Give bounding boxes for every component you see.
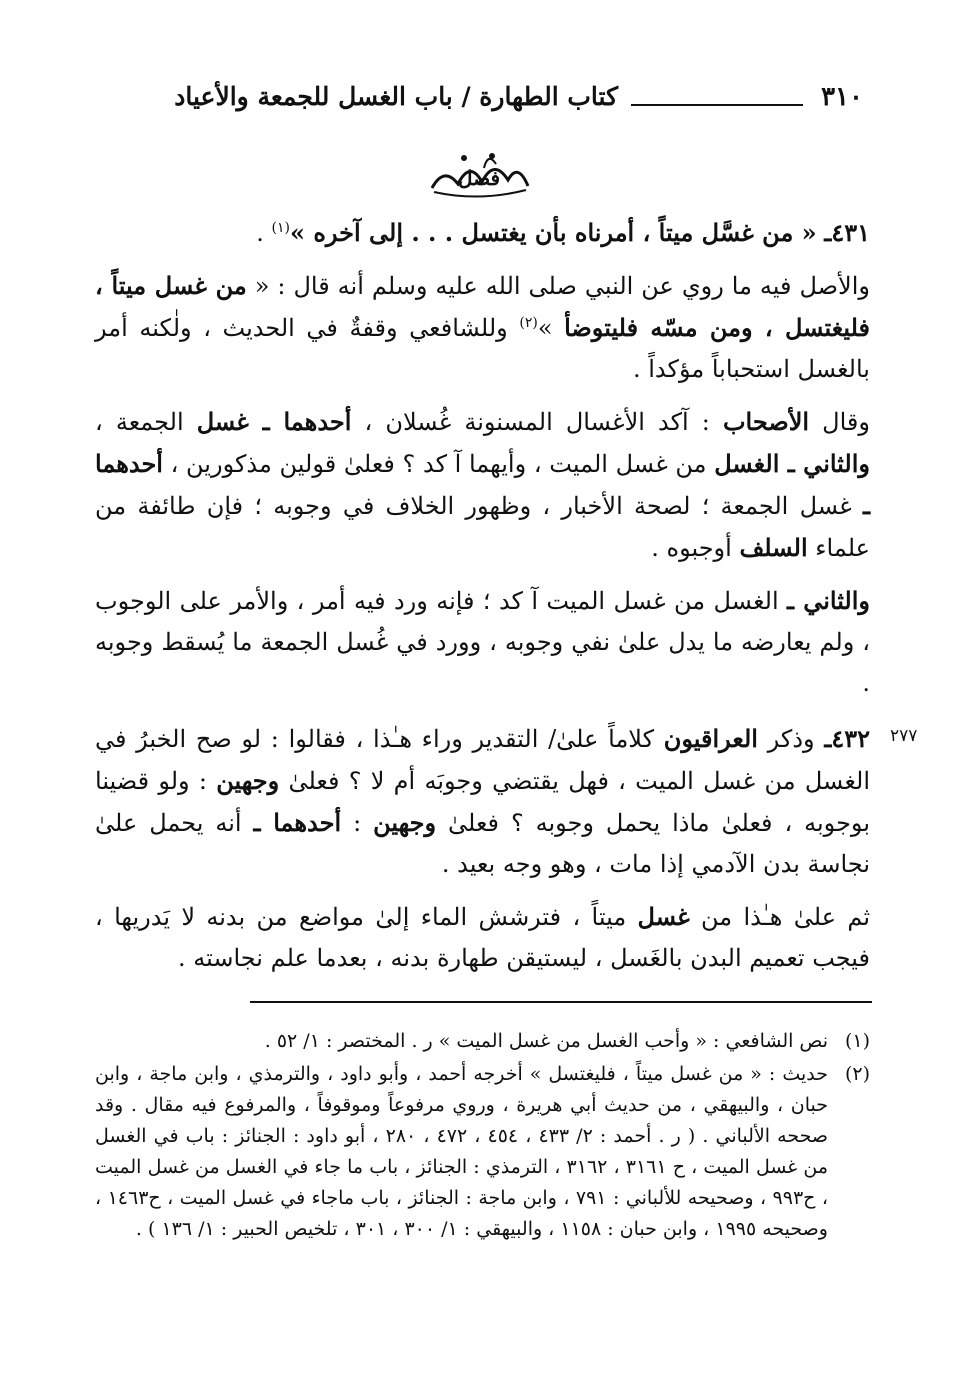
text-run: أوجبوه . bbox=[651, 534, 740, 562]
bold-term: الأصحاب bbox=[722, 407, 810, 436]
bold-term: أحدهما ـ bbox=[95, 449, 870, 520]
footnote-2 bbox=[95, 1059, 870, 1245]
text-run: وللشافعي وقفةٌ في الحديث ، ولٰكنه أمر بالغسل استحباباً مؤكداً . bbox=[95, 314, 870, 383]
text-run: كلاماً علىٰ/ التقدير وراء هـٰذا ، فقالوا : لو صح الخبرُ في الغسل من غسل الميت ، فهل يقتضي وجوبَه أم لا ؟ فعلىٰ bbox=[95, 725, 870, 795]
footnote-ref: (١) bbox=[271, 220, 290, 236]
bold-term: السلف bbox=[739, 533, 808, 562]
fasl-calligraphy bbox=[424, 148, 534, 204]
bold-term: أحدهما ـ bbox=[253, 808, 342, 837]
footnote-text: نص الشافعي : « وأحب الغسل من غسل الميت » ر . المختصر : ١/ ٥٢ . bbox=[264, 1030, 828, 1052]
text-run: أنه يحمل علىٰ نجاسة بدن الآدمي إذا مات ، وهو وجه بعيد . bbox=[95, 809, 870, 878]
text-run: ميتاً ، فترشش الماء إلىٰ مواضع من بدنه لا يَدريها ، فيجب تعميم البدن بالغَسل ، ليستيقن طهارة بدنه ، بعدما علم نجاسته . bbox=[95, 903, 870, 972]
footnote-number: (١) bbox=[844, 1030, 870, 1052]
text-run: وذكر bbox=[757, 725, 825, 753]
bold-term: أحدهما ـ غسل bbox=[196, 407, 352, 436]
margin-note: ٢٧٧ bbox=[890, 726, 918, 746]
hadith-text: من غسل ميتاً ، فليغتسل ، ومن مسّه فليتوضأ bbox=[95, 271, 871, 342]
main-text bbox=[95, 212, 870, 990]
paragraph-origin bbox=[95, 265, 870, 390]
running-title: كتاب الطهارة / باب الغسل للجمعة والأعياد bbox=[174, 82, 618, 111]
text-run: الجمعة ، bbox=[95, 408, 197, 436]
paragraph-second bbox=[95, 580, 870, 704]
bold-term: العراقيون bbox=[663, 724, 758, 753]
header-rule bbox=[631, 104, 803, 106]
paragraph-431 bbox=[95, 212, 870, 254]
section-ornament bbox=[0, 148, 958, 208]
text-run: والأصل فيه ما روي عن النبي صلى الله عليه وسلم أنه قال : « bbox=[246, 272, 870, 300]
text-run: من غسل الميت ، وأيهما آ كد ؟ فعلىٰ قولين مذكورين ، bbox=[162, 450, 715, 478]
issue-number: ٤٣٢ـ bbox=[824, 724, 871, 753]
paragraph-then bbox=[95, 896, 870, 979]
text-run: ثم علىٰ هـٰذا من bbox=[689, 903, 870, 931]
text-run: غسل الجمعة ؛ لصحة الأخبار ، وظهور الخلاف في وجوبه ؛ فإن طائفة من علماء bbox=[95, 492, 870, 562]
footnote-separator bbox=[250, 1001, 872, 1003]
footnote-1 bbox=[95, 1026, 870, 1057]
bold-term: غسل bbox=[637, 902, 690, 931]
text-run: : آكد الأغسال المسنونة غُسلان ، bbox=[351, 408, 723, 436]
bold-term: وجهين bbox=[216, 766, 280, 795]
text-run: وقال bbox=[809, 408, 870, 436]
bold-term: وجهين bbox=[373, 808, 437, 837]
text-run: : ولو قضينا بوجوبه ، فعلىٰ ماذا يحمل وجوبه ؟ فعلىٰ bbox=[95, 767, 870, 837]
footnote-number: (٢) bbox=[844, 1063, 870, 1085]
footnote-ref: (٢) bbox=[519, 315, 538, 331]
page-number: ٣١٠ bbox=[821, 82, 863, 112]
text-run: . bbox=[256, 219, 272, 247]
quoted-text: « من غسَّل ميتاً ، أمرناه بأن يغتسل . . . إلى آخره » bbox=[289, 218, 817, 247]
running-header bbox=[95, 82, 863, 122]
bold-term: والثاني ـ الغسل bbox=[714, 449, 870, 478]
text-run: : bbox=[341, 809, 374, 837]
footnotes bbox=[95, 1026, 870, 1247]
issue-number: ٤٣١ـ bbox=[824, 218, 870, 247]
text-run: » bbox=[537, 314, 565, 342]
bold-term: والثاني ـ bbox=[787, 586, 871, 615]
ornament-word: فصل bbox=[457, 166, 501, 190]
footnote-text: حديث : « من غسل ميتاً ، فليغتسل » أخرجه أحمد ، وأبو داود ، والترمذي ، وابن ماجة ، وابن حبان ، والبيهقي ، من حديث أبي هريرة ، وروي مرفوعاً وموقوفاً ، والمرفوع فيه مقال . وقد صححه الألباني . ( ر . أحمد : ٢/ ٤٣٣ ، ٤٥٤ ، ٤٧٢ ، ٢٨٠ ، أبو داود : الجنائز : باب في الغسل من غسل الميت ، ح ٣١٦١ ، ٣١٦٢ ، الترمذي : الجنائز ، باب ما جاء في الغسل من غسل الميت ، ح٩٩٣ ، وصحيحه للألباني : ٧٩١ ، وابن ماجة : الجنائز ، باب ماجاء في غسل الميت ، ح١٤٦٣ ، وصحيحه ١٩٩٥ ، وابن حبان : ١١٥٨ ، والبيهقي : ١/ ٣٠٠ ، ٣٠١ ، تلخيص الحبير : ١/ ١٣٦ ) . bbox=[95, 1063, 829, 1240]
text-run: الغسل من غسل الميت آ كد ؛ فإنه ورد فيه أمر ، والأمر على الوجوب ، ولم يعارضه ما يدل علىٰ نفي وجوبه ، وورد في غُسل الجمعة ما يُسقط وجوبه . bbox=[95, 587, 870, 697]
paragraph-companions bbox=[95, 401, 870, 569]
paragraph-432 bbox=[95, 718, 870, 885]
